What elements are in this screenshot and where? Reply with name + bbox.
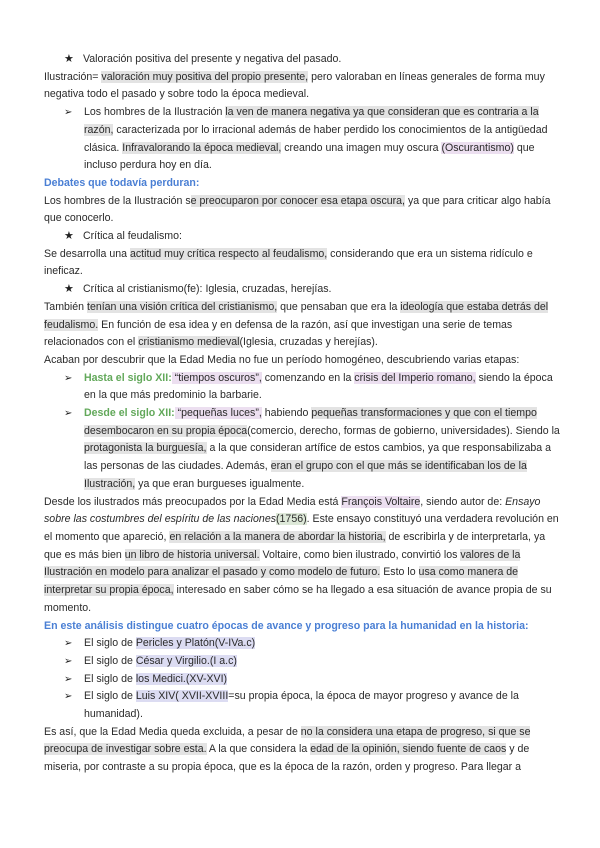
bullet-item: ➢ El siglo de Pericles y Platón(V-IVa.c) [44,635,560,653]
section-heading: Debates que todavía perduran: [44,176,200,189]
highlight: Pericles y Platón(V-IVa.c) [135,637,256,650]
paragraph: Los hombres de la Ilustración se preocuparon por conocer esa etapa oscura, ya que para criticar algo había que conocerlo. [44,194,551,225]
highlight: protagonista la burguesía, [84,442,207,455]
arrow-bullet-icon: ➢ [64,372,73,384]
highlight: la ven de manera negativa ya que consideran que es contraria a la razón, [84,106,539,136]
star-bullet-icon: ★ [64,53,74,65]
highlight: un libro de historia universal. [124,548,260,561]
highlight: pequeñas transformaciones y que con el tiempo desembocaron en su propia época [84,407,537,437]
highlight: cristianismo medieval [138,336,240,349]
star-bullet-icon: ★ [64,283,74,296]
bullet-item: ➢ Desde el siglo XII: “pequeñas luces”, habiendo pequeñas transformaciones y que con el tiempo desembocaron en su propia época(comercio, derecho, formas de gobierno, universidades). Siendo la protagonista la burguesía, a la que consideran artífice de estos cambios, ya que responsabilizaba a las personas de las ciudades. Además, eran el grupo con el que más se identificaban los de la Ilustración, ya que eran burgueses igualmente. [64,407,560,490]
highlight: e preocuparon por conocer esa etapa oscura, [190,194,405,207]
bullet-item: ➢ El siglo de Luis XIV( XVII-XVIII=su propia época, la época de mayor progreso y avance de la humanidad). [64,690,519,721]
highlight: los Medici.(XV-XVI) [135,672,228,685]
paragraph: Se desarrolla una actitud muy crítica respecto al feudalismo, considerando que era un sistema ridículo e ineficaz. [44,247,533,278]
highlight: Luis XIV( XVII-XVIII [135,690,229,703]
highlight: usa como manera de interpretar su propia época, [44,566,519,597]
highlight: eran el grupo con el que más se identificaban los de la Ilustración, [84,460,527,490]
book-title: Ensayo sobre las costumbres del espíritu de las naciones [44,495,541,526]
bullet-item: ➢ El siglo de César y Virgilio.(I a.c) [44,653,560,671]
arrow-bullet-icon: ➢ [64,655,73,667]
star-bullet-icon: ★ [64,230,74,243]
highlight: valores de la Ilustración en modelo para analizar el pasado y como modelo de futuro. [44,548,521,579]
highlight: edad de la opinión, siendo fuente de caos [310,743,507,756]
paragraph: Acaban por descubrir que la Edad Media no fue un período homogéneo, descubriendo varias etapas: [44,353,520,366]
bullet-item: ➢ El siglo de los Medici.(XV-XVI) [44,671,560,689]
highlight: no la considera una etapa de progreso, si que se preocupa de investigar sobre esta. [44,725,531,756]
arrow-bullet-icon: ➢ [64,673,73,685]
paragraph: Es así, que la Edad Media queda excluida, a pesar de no la considera una etapa de progreso, si que se preocupa de investigar sobre esta. A la que considera la edad de la opinión, siendo fuente de caos y de miseria, por contraste a su propia época, que es la época de la razón, orden y progreso. Para llegar a [44,725,531,774]
paragraph: Ilustración= valoración muy positiva del propio presente, pero valoraban en líneas generales de forma muy negativa todo el pasado y sobre todo la época medieval. [44,70,545,101]
section-heading: En este análisis distingue cuatro épocas de avance y progreso para la humanidad en la historia: [44,619,529,632]
arrow-bullet-icon: ➢ [64,107,73,119]
highlight: en relación a la manera de abordar la historia, [169,530,386,543]
highlight: (1756) [276,513,307,526]
highlight: César y Virgilio.(I a.c) [135,654,237,667]
bullet-item: ★ Valoración positiva del presente y negativa del pasado. [44,51,560,69]
highlight: (Oscurantismo) [441,141,514,154]
paragraph: También tenían una visión crítica del cristianismo, que pensaban que era la ideología que estaba detrás del feudalismo. En función de esa idea y en defensa de la razón, así que investigan una serie de temas relacionados con el cristianismo medieval(Iglesia, cruzadas y herejías). [44,300,549,349]
highlight: actitud muy crítica respecto al feudalismo, [129,247,328,260]
bullet-item: ➢ Los hombres de la Ilustración la ven de manera negativa ya que consideran que es contraria a la razón, caracterizada por lo irracional además de haber perdido los conocimientos de la antigüedad clásica. Infravalorando la época medieval, creando una imagen muy oscura (Oscurantismo) que incluso perdura hoy en día. [64,106,548,172]
highlight: crisis del Imperio romano, [354,371,476,384]
paragraph: Desde los ilustrados más preocupados por la Edad Media está François Voltaire, siendo autor de: Ensayo sobre las costumbres del espíritu de las naciones(1756). Este ensayo constituyó una verdadera revolución en el momento que apareció, en relación a la manera de abordar la historia, de escribirla y de interpretarla, ya que es más bien un libro de historia universal. Voltaire, como bien ilustrado, convirtió los valores de la Ilustración en modelo para analizar el pasado y como modelo de futuro. Esto lo usa como manera de interpretar su propia época, interesado en saber cómo se ha llegado a esa situación de avance propia de su momento. [44,495,559,614]
highlight: François Voltaire [341,495,421,508]
bullet-item: ★ Crítica al feudalismo: [44,228,560,246]
bullet-item: ★ Crítica al cristianismo(fe): Iglesia, cruzadas, herejías. [44,281,560,299]
arrow-bullet-icon: ➢ [64,638,73,650]
arrow-bullet-icon: ➢ [64,691,73,703]
arrow-bullet-icon: ➢ [64,408,73,420]
highlight: tenían una visión crítica del cristianismo, [87,300,278,313]
highlight: “tiempos oscuros”, [171,371,262,384]
highlight: “pequeñas luces”, [174,407,262,420]
bullet-item: ➢ Hasta el siglo XII: “tiempos oscuros”, comenzando en la crisis del Imperio romano, siendo la época en la que más predominio la barbarie. [64,371,553,402]
highlight: valoración muy positiva del propio presente, [101,70,309,83]
document-page [44,51,560,777]
highlight: ideología que estaba detrás del feudalismo. [44,300,549,331]
highlight: Infravalorando la época medieval, [122,141,282,154]
